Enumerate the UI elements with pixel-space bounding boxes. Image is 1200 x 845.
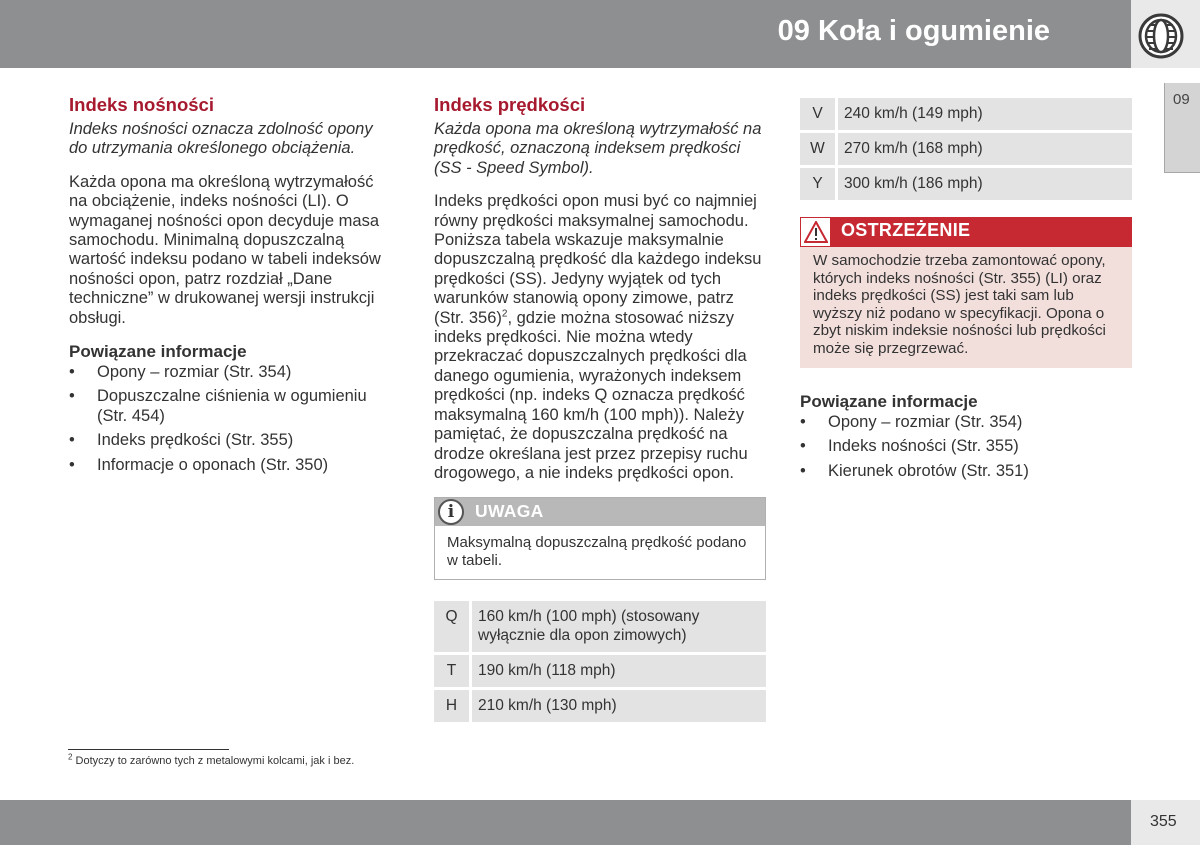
related-link[interactable]: • Dopuszczalne ciśnienia w ogumieniu (Str. 454) [69,387,367,425]
load-index-lead: Indeks nośności oznacza zdolność opony do utrzymania określonego obciążenia. [69,120,373,158]
footnote-ref[interactable]: 2 [501,308,508,320]
speed-code: H [434,690,472,722]
speed-code: Y [800,168,838,200]
footer-bar [0,800,1131,845]
speed-code: W [800,133,838,165]
speed-value: 300 km/h (186 mph) [838,168,1132,200]
speed-value: 190 km/h (118 mph) [472,655,766,687]
related-link[interactable]: • Kierunek obrotów (Str. 351) [800,461,1029,480]
related-info-title: Powiązane informacje [69,342,247,362]
table-row [434,690,766,722]
note-label: UWAGA [475,501,544,522]
bullet-icon: • [69,387,75,406]
bullet-icon: • [800,413,806,431]
chapter-title: 09 Koła i ogumienie [777,15,1050,47]
speed-index-table-continued [800,95,1132,203]
bullet-icon: • [800,437,806,456]
chapter-tab-label: 09 [1173,91,1190,108]
speed-code: T [434,655,472,687]
column-right [800,98,1132,486]
speed-index-title: Indeks prędkości [434,94,586,115]
page-number: 355 [1150,813,1177,830]
header-bar [0,0,1131,68]
speed-value: 160 km/h (100 mph) (stosowany wyłącznie dla opon zimowych) [472,601,766,652]
column-load-index [69,94,394,480]
tire-icon [1136,11,1186,61]
speed-value: 240 km/h (149 mph) [838,98,1132,130]
bullet-icon: • [800,461,806,480]
note-box [434,497,766,580]
related-link[interactable]: • Opony – rozmiar (Str. 354) [69,363,292,382]
footnote-text: Dotyczy to zarówno tych z metalowymi kolcami, jak i bez. [75,755,355,767]
footnote-rule [68,749,229,750]
table-row [800,168,1132,200]
speed-index-table [434,598,766,725]
note-text: Maksymalną dopuszczalną prędkość podano w tabeli. [447,534,747,570]
speed-value: 270 km/h (168 mph) [838,133,1132,165]
load-index-body: Każda opona ma określoną wytrzymałość na obciążenie, indeks nośności (LI). O wymaganej nośności opon decyduje masa samochodu. Minimalną dopuszczalną wartość indeksu podano w tabeli indeksów nośności opon, patrz rozdział „Dane techniczne” w drukowanej wersji instrukcji obsługi. [69,172,381,327]
related-info-list [69,363,394,475]
related-info-list [800,413,1132,481]
related-link[interactable]: • Indeks prędkości (Str. 355) [69,431,294,450]
speed-code: Q [434,601,472,652]
table-row [434,601,766,652]
speed-value: 210 km/h (130 mph) [472,690,766,722]
footnote-marker: 2 [68,752,73,762]
table-row [434,655,766,687]
speed-code: V [800,98,838,130]
warning-label: OSTRZEŻENIE [841,220,971,240]
related-info-title: Powiązane informacje [800,392,978,411]
bullet-icon: • [69,363,75,382]
chapter-tab[interactable] [1164,83,1200,173]
note-header [435,498,765,526]
related-link[interactable]: • Indeks nośności (Str. 355) [800,437,1019,456]
related-link[interactable]: • Opony – rozmiar (Str. 354) [800,413,1023,431]
warning-triangle-icon [800,217,831,247]
speed-index-lead: Każda opona ma określoną wytrzymałość na prędkość, oznaczoną indeksem prędkości (SS - Speed Symbol). [434,120,762,177]
speed-index-body: Indeks prędkości opon musi być co najmniej równy prędkości maksymalnej samochodu. Poniższa tabela wskazuje maksymalnie dopuszczalną prędkość dla każdego indeksu prędkości (SS). Jedyny wyjątek od tych warunków stanowią opony zimowe, patrz (Str. 356)$^2$, gdzie można stosować niższy indeks prędkości. Nie można wtedy przekraczać dopuszczalnych prędkości dla danego ogumienia, wyrażonych indeksem prędkości (np. indeks Q oznacza prędkość maksymalną 160 km/h (100 mph)). Należy pamiętać, że dopuszczalna prędkość na drodze określana jest przez przepisy ruchu drogowego, a nie indeks prędkości opon. [434,192,762,482]
table-row [800,133,1132,165]
warning-box [800,217,1132,368]
warning-header [800,217,1132,247]
bullet-icon: • [69,455,75,474]
load-index-title: Indeks nośności [69,94,214,115]
table-row [800,98,1132,130]
info-icon: i [438,499,464,525]
column-speed-index [434,94,766,725]
related-link[interactable]: • Informacje o oponach (Str. 350) [69,455,329,474]
bullet-icon: • [69,431,75,450]
warning-text: W samochodzie trzeba zamontować opony, których indeks nośności (Str. 355) (LI) oraz indeks prędkości (SS) jest taki sam lub wyższy niż podano w specyfikacji. Opona o zbyt niskim indeksie nośności lub prędkości może się przegrzewać. [813,252,1106,357]
footnote [68,752,355,767]
